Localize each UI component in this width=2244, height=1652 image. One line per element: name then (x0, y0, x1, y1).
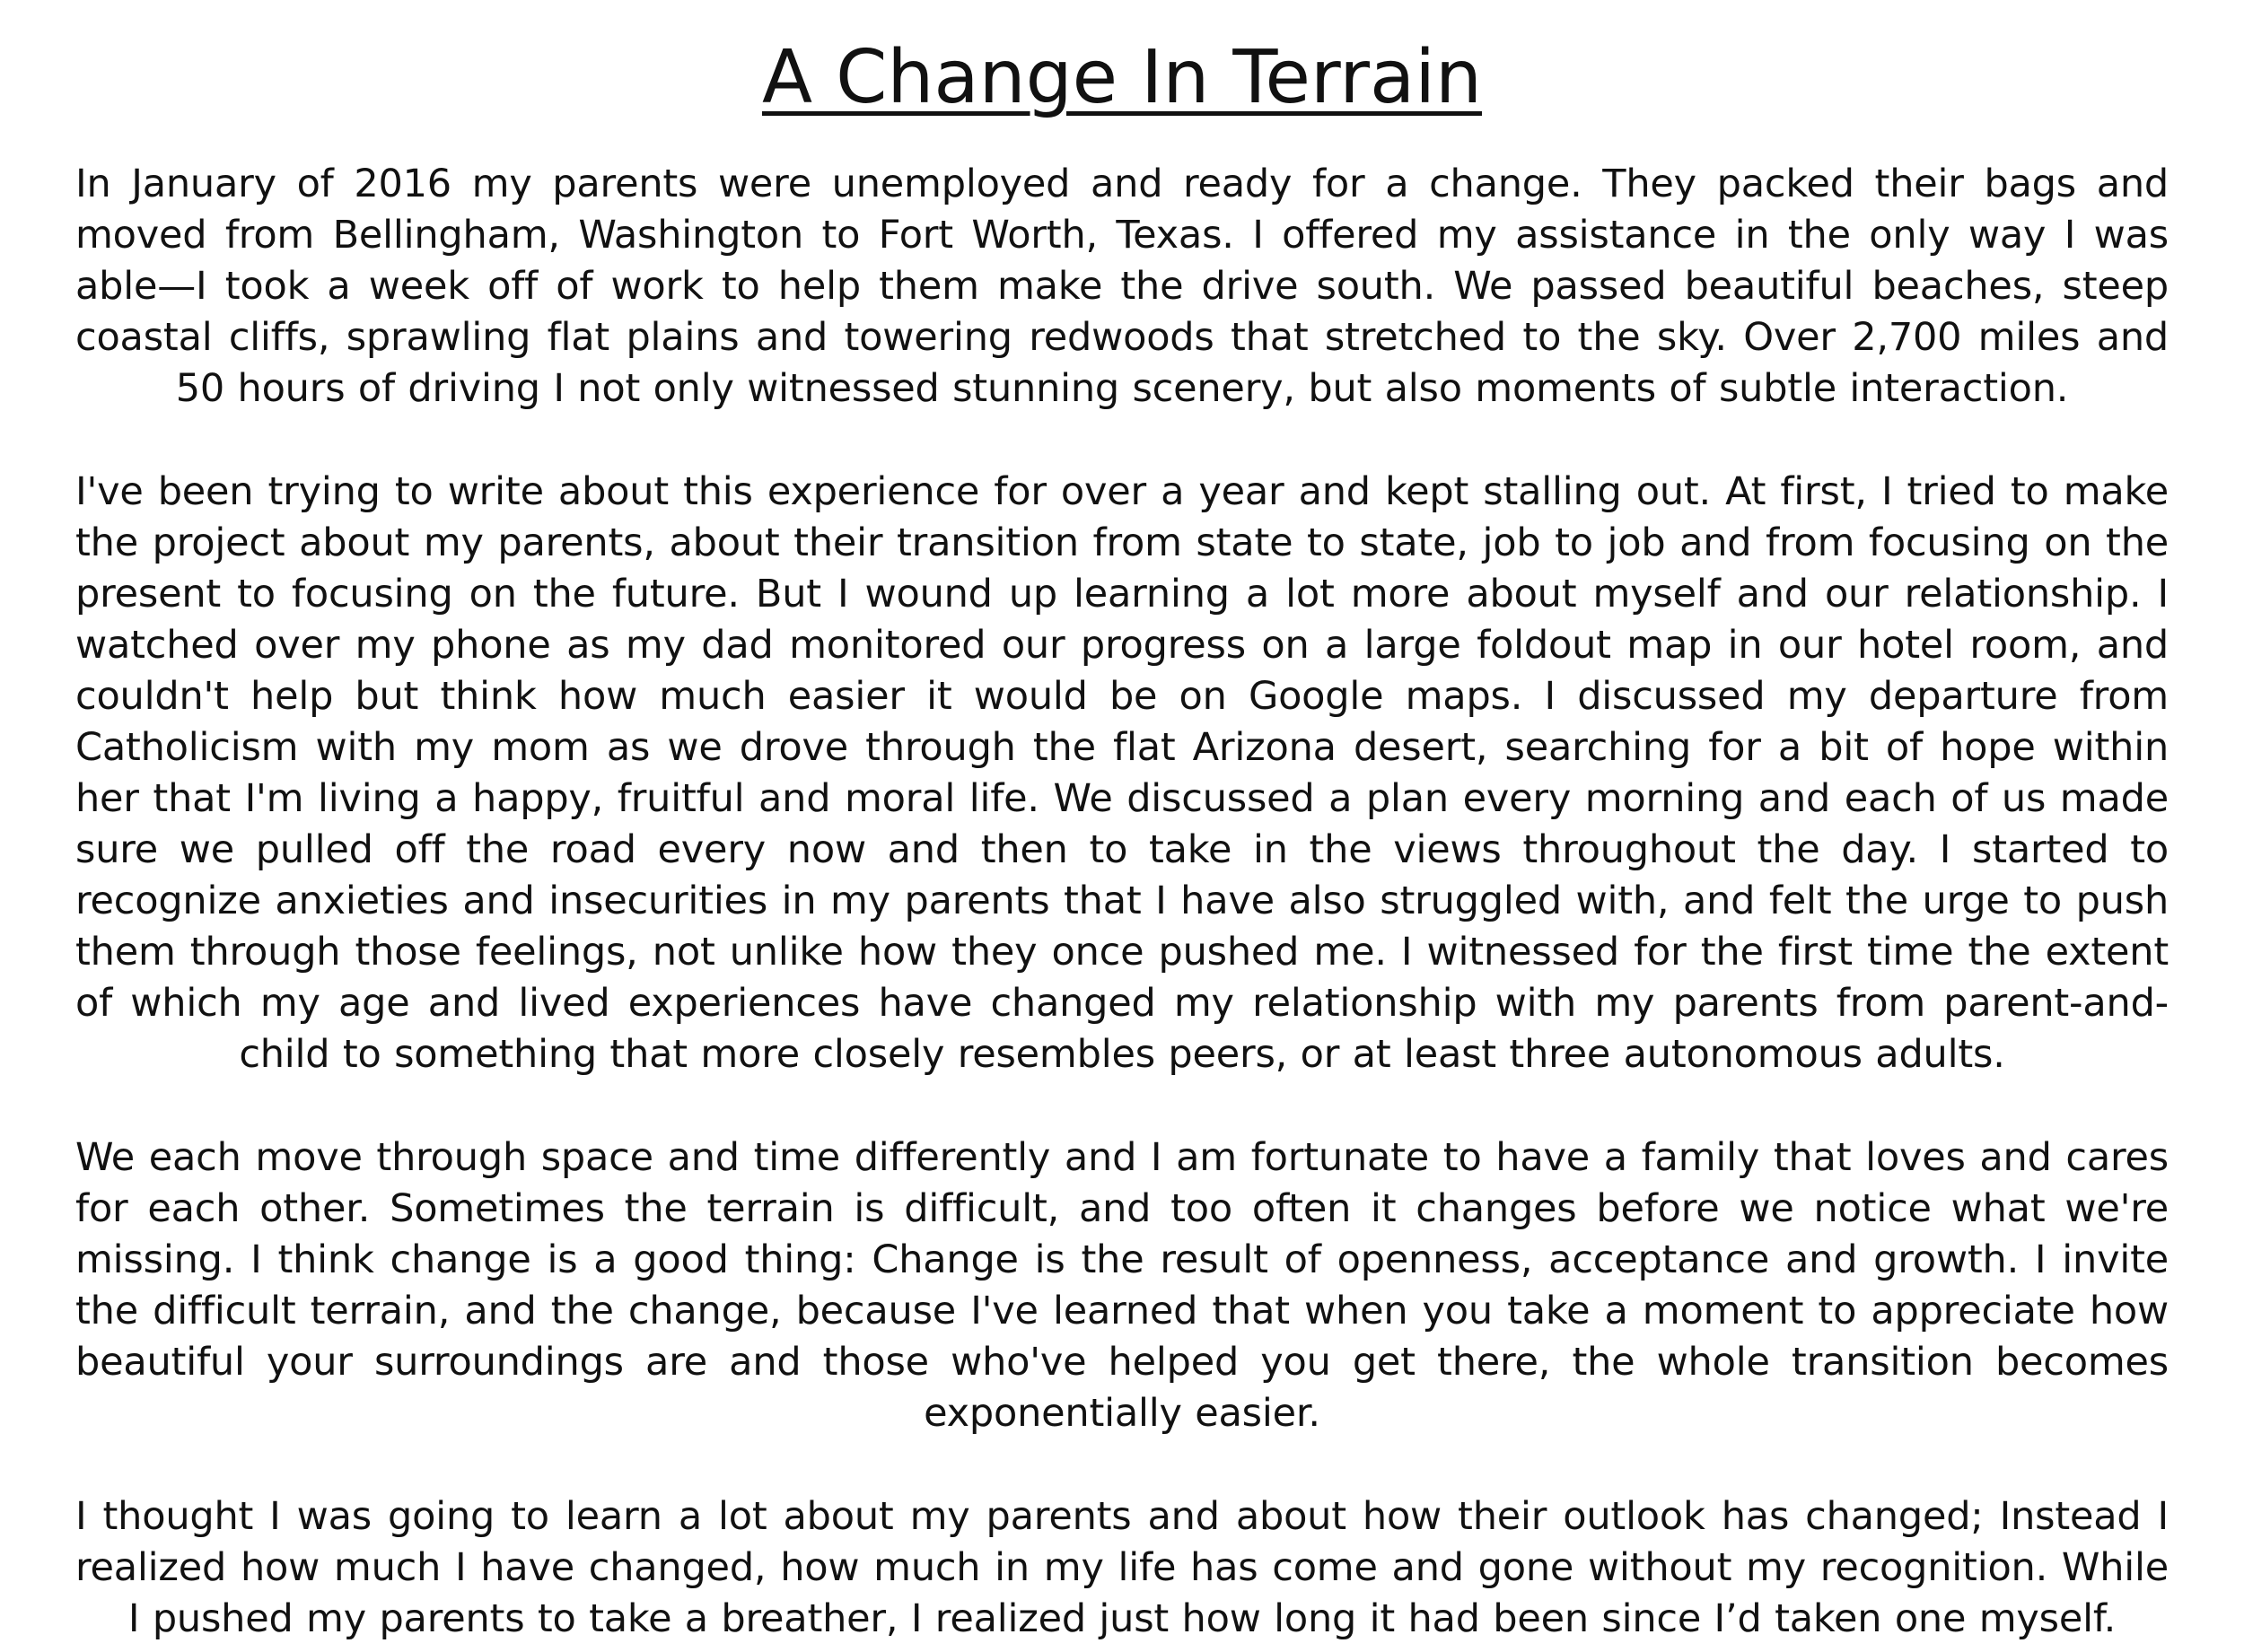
page-title (75, 35, 2169, 120)
essay-paragraph-3: We each move through space and time differently and I am fortunate to have a family that loves and cares for each other. Sometimes the terrain is difficult, and too often it changes before we notice what we're missing. I think change is a good thing: Change is the result of openness, acceptance and growth. I invite the difficult terrain, and the change, because I've learned that when you take a moment to appreciate how beautiful your surroundings are and those who've helped you get there, the whole transition becomes exponentially easier. (75, 1135, 2169, 1437)
page-title-text: A Change In Terrain (762, 35, 1482, 120)
essay-paragraph-2: I've been trying to write about this experience for over a year and kept stalling out. At first, I tried to make the project about my parents, about their transition from state to state, job to job and from focusing on the present to focusing on the future. But I wound up learning a lot more about myself and our relationship. I watched over my phone as my dad monitored our progress on a large foldout map in our hotel room, and couldn't help but think how much easier it would be on Google maps. I discussed my departure from Catholicism with my mom as we drove through the flat Arizona desert, searching for a bit of hope within her that I'm living a happy, fruitful and moral life. We discussed a plan every morning and each of us made sure we pulled off the road every now and then to take in the views throughout the day. I started to recognize anxieties and insecurities in my parents that I have also struggled with, and felt the urge to push them through those feelings, not unlike how they once pushed me. I witnessed for the first time the extent of which my age and lived experiences have changed my relationship with my parents from parent-and-child to something that more closely resembles peers, or at least three autonomous adults. (75, 469, 2169, 1078)
essay-body (75, 159, 2169, 1645)
essay-paragraph-1: In January of 2016 my parents were unemployed and ready for a change. They packed their bags and moved from Bellingham, Washington to Fort Worth, Texas. I offered my assistance in the only way I was able—I took a week off of work to help them make the drive south. We passed beautiful beaches, steep coastal cliffs, sprawling flat plains and towering redwoods that stretched to the sky. Over 2,700 miles and 50 hours of driving I not only witnessed stunning scenery, but also moments of subtle interaction. (75, 162, 2169, 412)
essay-paragraph-4: I thought I was going to learn a lot about my parents and about how their outlook has changed; Instead I realized how much I have changed, how much in my life has come and gone without my recognition. While I pushed my parents to take a breather, I realized just how long it had been since I’d taken one myself. (75, 1494, 2169, 1642)
